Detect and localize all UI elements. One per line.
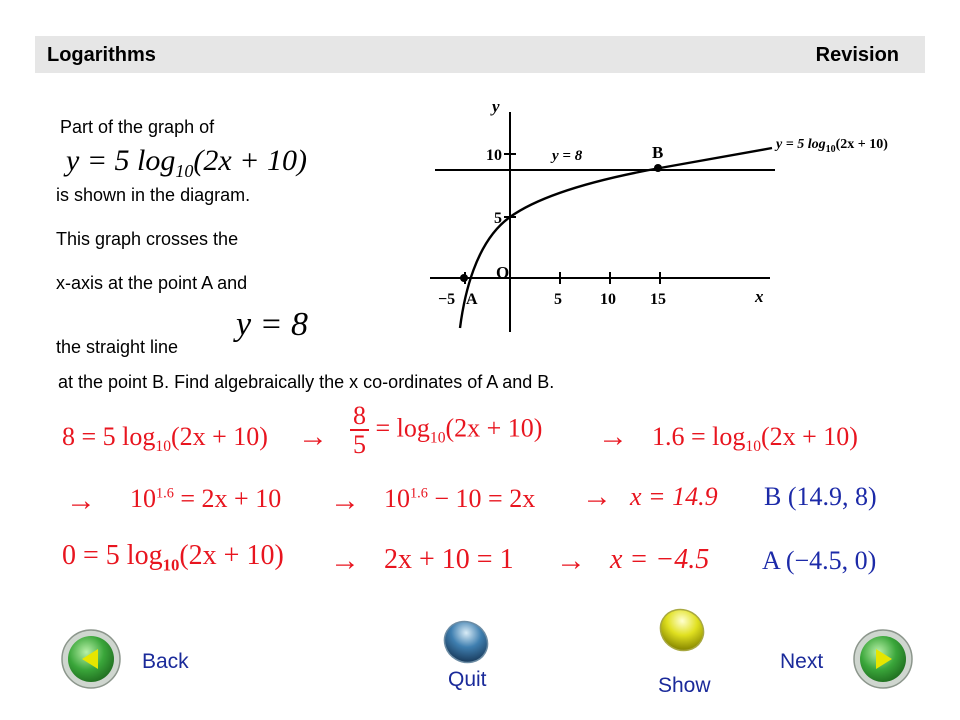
solution-r3-a-main: 0 = 5 log (62, 540, 163, 571)
show-button[interactable] (656, 604, 708, 656)
arrow-r1-2: → (598, 420, 628, 453)
solution-r1-a-sub: 10 (155, 438, 171, 456)
curve-label-sub: 10 (825, 144, 836, 155)
solution-r1-a (62, 422, 268, 456)
quit-label[interactable]: Quit (448, 668, 487, 691)
next-label[interactable]: Next (780, 650, 824, 673)
back-label[interactable]: Back (142, 650, 189, 673)
arrow-r1-1: → (298, 420, 328, 453)
header-bar (35, 36, 925, 73)
problem-equation-main: y = 5 log (66, 144, 176, 177)
solution-r2-a-exp: 1.6 (156, 485, 174, 502)
x-tick-neg5-label: −5 (438, 291, 456, 308)
point-b-dot (654, 164, 662, 172)
x-tick-10-label: 10 (600, 291, 616, 308)
solution-r2-a-base: 10 (130, 484, 156, 513)
problem-line-4: x-axis at the point A and (56, 273, 248, 293)
y-tick-5-label: 5 (494, 210, 502, 227)
problem-equation-sub: 10 (175, 161, 194, 181)
quit-button[interactable] (440, 616, 492, 668)
show-label[interactable]: Show (658, 674, 711, 697)
line-y8-label: y = 8 (552, 148, 583, 164)
answer-point-b: B (14.9, 8) (764, 482, 877, 511)
solution-r3-a (62, 540, 284, 576)
solution-r2-a (130, 484, 281, 514)
solution-r1-c-arg: (2x + 10) (760, 422, 858, 451)
next-button[interactable] (852, 628, 914, 690)
solution-r3-a-sub: 10 (162, 555, 180, 575)
axis-y-label: y (492, 97, 500, 116)
solution-r1-c-main: 1.6 = log (652, 422, 746, 451)
solution-r2-b-rest: − 10 = 2x (427, 484, 536, 513)
arrow-r3-2: → (556, 544, 586, 577)
point-b-label: B (652, 143, 664, 162)
graph-curve (460, 148, 772, 328)
point-a-dot (460, 274, 468, 282)
solution-r1-a-arg: (2x + 10) (170, 422, 268, 451)
solution-r2-b (384, 484, 535, 514)
fraction-denominator: 5 (353, 430, 366, 460)
problem-line-2: is shown in the diagram. (56, 185, 251, 205)
problem-line-1: Part of the graph of (60, 117, 215, 137)
solution-r3-c: x = −4.5 (610, 544, 710, 575)
solution-r1-a-main: 8 = 5 log (62, 422, 156, 451)
point-a-label: A (466, 291, 478, 308)
solution-r1-b (350, 402, 542, 459)
solution-r1-b-sub: 10 (429, 429, 446, 447)
solution-r2-a-rest: = 2x + 10 (173, 484, 282, 513)
solution-r2-b-exp: 1.6 (410, 485, 428, 502)
arrow-r3-1: → (330, 544, 360, 577)
curve-label-main: y = 5 log (776, 137, 826, 152)
solution-r3-a-arg: (2x + 10) (179, 540, 284, 571)
x-tick-5-label: 5 (554, 291, 562, 308)
origin-label: O (496, 263, 510, 282)
back-button[interactable] (60, 628, 122, 690)
axis-x-label: x (755, 287, 764, 306)
arrow-r2-2: → (330, 484, 360, 517)
solution-r1-b-arg: (2x + 10) (445, 413, 543, 443)
x-tick-15-label: 15 (650, 291, 666, 308)
graph (420, 92, 920, 332)
curve-label-arg: (2x + 10) (835, 137, 888, 152)
solution-r1-b-main: = log (375, 413, 430, 443)
page-title: Logarithms (47, 44, 156, 66)
y-tick-10-label: 10 (486, 147, 502, 164)
solution-r1-c-sub: 10 (745, 438, 761, 456)
section-label: Revision (815, 44, 899, 66)
problem-line-5: the straight line (56, 337, 179, 357)
problem-line-equation: y = 8 (236, 306, 309, 343)
problem-line-3: This graph crosses the (56, 229, 239, 249)
answer-point-a: A (−4.5, 0) (762, 546, 877, 575)
solution-r2-b-base: 10 (384, 484, 410, 513)
problem-equation (66, 144, 307, 182)
fraction-numerator: 8 (350, 402, 369, 431)
solution-r2-c: x = 14.9 (630, 482, 718, 511)
arrow-r2-1: → (66, 484, 96, 517)
arrow-r2-3: → (582, 480, 612, 513)
problem-line-6: at the point B. Find algebraically the x co-ordinates of A and B. (58, 372, 555, 392)
curve-label (774, 137, 888, 155)
problem-equation-arg: (2x + 10) (193, 144, 307, 177)
solution-r3-b: 2x + 10 = 1 (384, 544, 514, 575)
fraction-8-over-5 (350, 402, 369, 459)
solution-r1-c (652, 422, 858, 456)
